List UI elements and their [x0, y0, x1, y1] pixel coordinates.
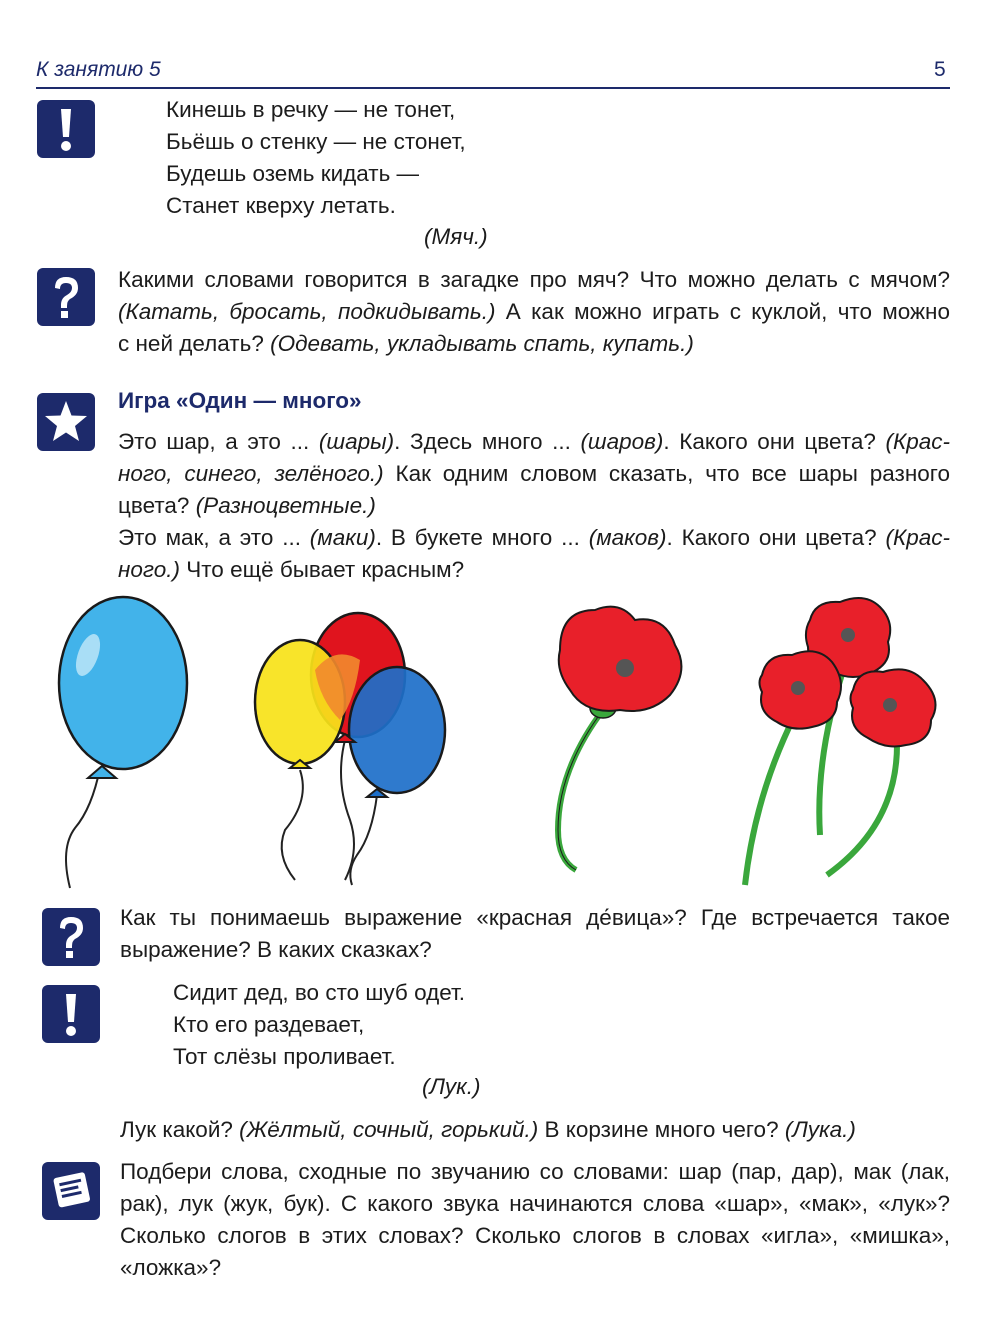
text-line: рак), лук (жук, бук). С какого звука начинаются слова «шар», «мак», «лук»?	[120, 1191, 950, 1216]
riddle-line: Будешь оземь кидать —	[166, 161, 420, 186]
running-header: К занятию 5	[36, 58, 161, 81]
exclamation-icon	[42, 985, 100, 1043]
text-line: ного, синего, зелёного.) Как одним словом сказать, что все шары разного	[118, 461, 950, 486]
riddle-line: Сидит дед, во сто шуб одет.	[173, 980, 466, 1005]
riddle-line: Кинешь в речку — не тонет,	[166, 97, 456, 122]
riddle-line: Тот слёзы проливает.	[173, 1044, 396, 1069]
notebook-icon	[42, 1162, 100, 1220]
text-line: цвета? (Разноцветные.)	[118, 493, 376, 518]
text-line: выражение? В каких сказках?	[120, 937, 432, 962]
riddle-1	[166, 94, 466, 222]
riddle-line: Станет кверху летать.	[166, 193, 396, 218]
question-2-text	[120, 902, 950, 966]
game-title: Игра «Один — много»	[118, 388, 362, 413]
riddle-line: Бьёшь о стенку — не стонет,	[166, 129, 466, 154]
question-icon	[42, 908, 100, 966]
text-line: ного.) Что ещё бывает красным?	[118, 557, 465, 582]
game-text	[118, 426, 950, 586]
riddle-2	[173, 977, 465, 1073]
riddle-1-answer: (Мяч.)	[424, 224, 488, 249]
text-line: Сколько слогов в этих словах? Сколько слогов в словах «игла», «мишка»,	[120, 1223, 950, 1248]
exclamation-icon	[37, 100, 95, 158]
star-icon	[37, 393, 95, 451]
poppies-bouquet	[745, 598, 936, 885]
text-line: с ней делать? (Одевать, укладывать спать, купать.)	[118, 331, 694, 356]
riddle-line: Кто его раздевает,	[173, 1012, 365, 1037]
text-line: Какими словами говорится в загадке про мяч? Что можно делать с мячом?	[118, 267, 950, 292]
text-line: Лук какой? (Жёлтый, сочный, горький.) В корзине много чего? (Лука.)	[120, 1117, 856, 1142]
text-line: Это шар, а это ... (шары). Здесь много ... (шаров). Какого они цвета? (Крас-	[118, 429, 950, 454]
text-line: Как ты понимаешь выражение «красная де́вица»? Где встречается такое	[120, 905, 950, 930]
riddle-2-answer: (Лук.)	[422, 1074, 481, 1099]
onion-question	[120, 1114, 856, 1146]
poppy-single	[558, 607, 681, 870]
page-number: 5	[934, 58, 946, 81]
task-text	[120, 1156, 950, 1284]
balloons-three	[255, 613, 445, 885]
text-line: «ложка»?	[120, 1255, 222, 1280]
text-line: Подбери слова, сходные по звучанию со словами: шар (пар, дар), мак (лак,	[120, 1159, 950, 1184]
illustrations	[0, 590, 1000, 890]
header-divider	[36, 87, 950, 89]
text-line: Это мак, а это ... (маки). В букете много ... (маков). Какого они цвета? (Крас-	[118, 525, 951, 550]
question-1-text	[118, 264, 950, 360]
text-line: (Катать, бросать, подкидывать.) А как можно играть с куклой, что можно	[118, 299, 950, 324]
balloon-blue	[59, 597, 187, 888]
question-icon	[37, 268, 95, 326]
